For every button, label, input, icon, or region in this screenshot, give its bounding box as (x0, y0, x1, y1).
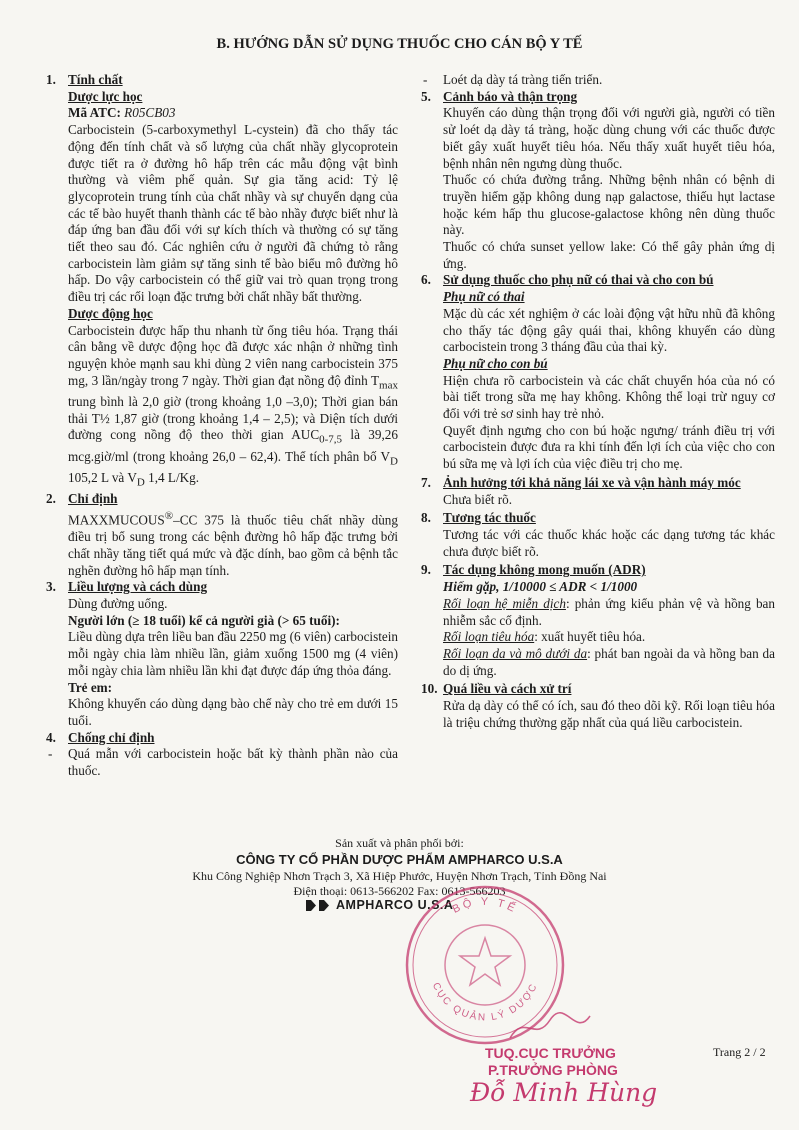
section-title: Tác dụng không mong muốn (ADR) (443, 562, 646, 578)
adr-label: Rối loạn tiêu hóa (443, 629, 535, 645)
section-title: Tính chất (68, 72, 123, 87)
dosage-route: Dùng đường uống. (68, 596, 168, 612)
pk-text-part: trung bình là 2,0 giờ (trong khoảng 1,0 –3,0); Thời gian bán thải T½ 1,87 giờ (trong khoảng 1,4 – 2,5); và Diện tích dưới đường cong nồng độ theo thời gian AUC (68, 394, 398, 443)
section-title: Chỉ định (68, 491, 118, 507)
pk-text-part: 105,2 L và V (68, 470, 137, 486)
adr-text: : phản ứng kiểu phản vệ và hồng ban nhiễm sắc cố định. (443, 595, 775, 628)
adr-item (421, 596, 775, 629)
child-dosage-heading: Trẻ em: (68, 679, 113, 695)
adr-text: : phát ban ngoài da và hồng ban da do dị ứng. (443, 645, 776, 678)
section-6-heading (421, 272, 775, 289)
pk-text-part: là 39,26 mcg.giờ/ml (trong khoảng 26,0 – 62,4). Thể tích phân bố V (68, 427, 398, 464)
section-number: 7. (421, 474, 431, 490)
section-4-heading (46, 730, 398, 747)
left-column (46, 72, 398, 780)
list-item (421, 72, 775, 89)
svg-text:BỘ Y TẾ: BỘ Y TẾ (450, 895, 520, 916)
lactation-text: Hiện chưa rõ carbocistein và các chất chuyển hóa của nó có bài tiết trong sữa mẹ hay không. Không thể loại trừ nguy cơ đối với trẻ sơ sinh hay trẻ nhỏ. (443, 372, 775, 422)
overdose-text: Rửa dạ dày có thể có ích, sau đó theo dõi kỹ. Rối loạn tiêu hóa là triệu chứng thường gặp nhất của quá liều carbocistein. (443, 698, 775, 730)
vd-subscript: D (390, 455, 398, 468)
manufacturer-intro: Sản xuất và phân phối bởi: (335, 836, 464, 850)
pharmacokinetics-text (46, 323, 398, 492)
lactation-heading: Phụ nữ cho con bú (443, 355, 548, 371)
section-number: 3. (46, 579, 56, 595)
section-title: Quá liều và cách xử trí (443, 681, 572, 697)
dash-bullet: - (48, 746, 53, 762)
section-1-heading (46, 72, 398, 89)
pregnancy-heading: Phụ nữ có thai (443, 289, 525, 305)
indication-text (46, 508, 398, 579)
section-title: Ảnh hưởng tới khả năng lái xe và vận hành máy móc (443, 474, 741, 490)
pk-text-part: Carbocistein được hấp thu nhanh từ ống tiêu hóa. Trạng thái cân bằng về dược động học đã được xác nhận ở những tình nguyện khỏe mạnh sau khi dùng 2 viên nang carbocistein 375 mg, 3 lần/ngày trong 7 ngày. Thời gian đạt nồng độ đỉnh T (68, 322, 398, 388)
section-10-heading (421, 681, 775, 698)
signature-name: Đỗ Minh Hùng (470, 1078, 658, 1107)
company-address: Khu Công Nghiệp Nhơn Trạch 3, Xã Hiệp Phước, Huyện Nhơn Trạch, Tỉnh Đồng Nai (192, 869, 607, 883)
adr-item (421, 646, 775, 679)
indication-body: –CC 375 là thuốc tiêu chất nhầy dùng điều trị bổ sung trong các bệnh đường hô hấp đặc trưng bởi chất nhầy tăng tiết quá mức và đặc dính, bao gồm cả bệnh tắc nghẽn đường hô hấp mạn tính. (68, 512, 398, 578)
svg-text:CỤC QUẢN LÝ DƯỢC: CỤC QUẢN LÝ DƯỢC (429, 981, 541, 1024)
section-number: 1. (46, 72, 56, 87)
section-3-heading (46, 579, 398, 596)
pk-text-part: 1,4 L/Kg. (144, 470, 200, 486)
logo-text: AMPHARCO U.S.A (336, 898, 454, 912)
section-number: 5. (421, 88, 431, 104)
adr-text: : xuất huyết tiêu hóa. (534, 629, 646, 645)
section-number: 2. (46, 491, 56, 507)
section-number: 4. (46, 729, 56, 745)
dash-bullet: - (423, 72, 428, 87)
list-item (46, 746, 398, 779)
auc-subscript: 0-7,5 (319, 434, 343, 447)
product-name: MAXXMUCOUS (68, 512, 165, 528)
section-7-heading (421, 475, 775, 492)
stamp-line-2: P.TRƯỞNG PHÒNG (488, 1062, 618, 1078)
vd-subscript: D (136, 476, 145, 489)
tmax-subscript: max (379, 379, 398, 392)
registered-mark: ® (164, 510, 174, 523)
section-5-heading (421, 89, 775, 106)
pregnancy-text: Mặc dù các xét nghiệm ở các loài động vật hữu nhũ đã không cho thấy tác động gây quái thai, không khuyến cáo dùng carbocistein trong 3 tháng đầu của thai kỳ. (443, 305, 775, 355)
section-number: 9. (421, 562, 431, 578)
section-8-heading (421, 510, 775, 527)
adr-item (421, 629, 775, 646)
signature-scribble-icon (505, 1008, 595, 1048)
adult-dosage-heading: Người lớn (≥ 18 tuổi) kể cả người già (> 65 tuổi): (68, 612, 340, 628)
company-phone: Điện thoại: 0613-566202 Fax: 0613-566203 (293, 884, 506, 898)
warning-text: Thuốc có chứa đường trắng. Những bệnh nhân có bệnh di truyền hiếm gặp không dung nạp galactose, thiếu hụt lactase hoặc kém hấp thu glucose-galactose không nên dùng thuốc này. (443, 172, 775, 238)
pharmacodynamics-text: Carbocistein (5-carboxymethyl L-cystein) đã cho thấy tác động đến tính chất và số lượng của chất nhầy glycoprotein được tiết ra ở đường hô hấp trên các mẫu động vật bình thường và viêm phế quản. Sự gia tăng acid: Tỷ lệ glycoprotein trung tính của chất nhầy và sự chuyển dạng của các tế bào huyết thanh thành các tế bào nhầy được biết như là đáp ứng ban đầu đối với sự kích thích và thường có sự tăng tiết theo sau đó. Các nghiên cứu ở người đã chứng tỏ rằng carbocistein làm giảm sự tăng sinh tế bào biểu mô đường hô hấp. Do vậy carbocistein có thể giữ vai trò quan trọng trong điều trị các rối loạn đặc trưng bởi chất nhầy bất thường. (68, 122, 398, 305)
section-title: Cảnh báo và thận trọng (443, 88, 578, 104)
section-9-heading (421, 562, 775, 579)
adr-label: Rối loạn da và mô dưới da (443, 645, 588, 661)
adult-dosage-text: Liều dùng dựa trên liều ban đầu 2250 mg (6 viên) carbocistein mỗi ngày chia làm nhiều lần, giảm xuống 1500 mg (4 viên) mỗi ngày chia làm nhiều lần khi đạt được đáp ứng thỏa đáng. (68, 629, 398, 678)
section-number: 8. (421, 510, 431, 526)
section-2-heading (46, 491, 398, 508)
atc-value: R05CB03 (124, 105, 176, 121)
adr-frequency: Hiếm gặp, 1/10000 ≤ ADR < 1/1000 (443, 579, 638, 595)
right-column (421, 72, 775, 731)
child-dosage-text: Không khuyến cáo dùng dạng bào chế này cho trẻ em dưới 15 tuổi. (68, 696, 398, 728)
contraindication-text: Quá mẫn với carbocistein hoặc bất kỳ thành phần nào của thuốc. (68, 746, 398, 779)
pharmacodynamics-heading: Dược lực học (68, 88, 143, 104)
section-title: Sử dụng thuốc cho phụ nữ có thai và cho con bú (443, 272, 714, 288)
company-name: CÔNG TY CỔ PHẦN DƯỢC PHẨM AMPHARCO U.S.A (236, 852, 563, 867)
section-title: Liều lượng và cách dùng (68, 579, 208, 595)
page-title: B. HƯỚNG DẪN SỬ DỤNG THUỐC CHO CÁN BỘ Y TẾ (216, 36, 583, 52)
driving-text: Chưa biết rõ. (443, 491, 513, 507)
logo-mark-icon (306, 900, 332, 911)
section-number: 10. (421, 681, 438, 697)
atc-label: Mã ATC: (68, 105, 125, 121)
stamp-line-1: TUQ.CỤC TRƯỞNG (485, 1045, 616, 1061)
warning-text: Thuốc có chứa sunset yellow lake: Có thể gây phản ứng dị ứng. (443, 239, 775, 271)
section-title: Chống chỉ định (68, 729, 155, 745)
atc-code (46, 105, 398, 122)
contraindication-text: Loét dạ dày tá tràng tiến triển. (443, 72, 603, 87)
adr-label: Rối loạn hệ miễn dịch (443, 595, 566, 611)
lactation-text: Quyết định ngưng cho con bú hoặc ngưng/ tránh điều trị với carbocistein được đưa ra khi tính đến lợi ích của việc cho con bú sữa mẹ và lợi ích của việc điều trị cho mẹ. (443, 422, 775, 472)
warning-text: Khuyến cáo dùng thận trọng đối với người già, người có tiền sử loét dạ dày tá tràng, hoặc dùng chung với các thuốc được biết gây xuất huyết tiêu hóa. Nếu thấy xuất huyết tiêu hóa, bệnh nhân nên ngưng dùng thuốc. (443, 105, 775, 171)
pharmacokinetics-heading: Dược động học (68, 305, 153, 321)
interaction-text: Tương tác với các thuốc khác hoặc các dạng tương tác khác chưa được biết rõ. (443, 526, 775, 559)
section-number: 6. (421, 272, 431, 288)
section-title: Tương tác thuốc (443, 510, 536, 526)
page-number: Trang 2 / 2 (713, 1045, 766, 1059)
